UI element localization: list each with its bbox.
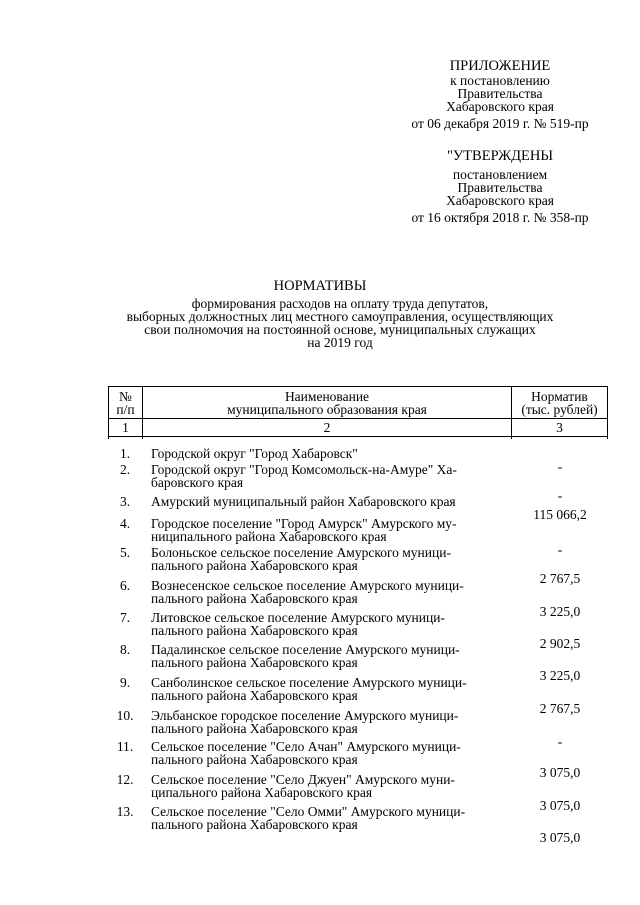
subtitle-line: свои полномочия на постоянной основе, муниципальных служащих [144, 322, 536, 337]
header-value-line: Норматив [531, 388, 588, 404]
column-number-cell: 3 [512, 419, 608, 437]
row-number: 13. [116, 804, 134, 819]
row-number: 4. [119, 516, 131, 531]
row-name-line: Городской округ "Город Комсомольск-на-Амуре" Ха- [151, 462, 457, 477]
column-number-cell: 1 [109, 419, 143, 437]
header-name-cell [143, 387, 512, 419]
row-number: 12. [116, 772, 134, 787]
row-name [151, 740, 506, 766]
document-subtitle [100, 297, 580, 349]
table-body-top [109, 437, 608, 440]
row-value: - [557, 488, 563, 503]
header-num-line: № [119, 388, 132, 404]
row-name-line: Болоньское сельское поселение Амурского муници- [151, 545, 451, 560]
row-value: 3 075,0 [539, 765, 581, 780]
row-name-line: пального района Хабаровского края [151, 688, 358, 703]
row-name [151, 495, 506, 508]
row-value: 2 902,5 [539, 636, 581, 651]
row-value: 2 767,5 [539, 571, 581, 586]
appendix-title: ПРИЛОЖЕНИЕ [449, 58, 551, 74]
row-name [151, 546, 506, 572]
row-value: 115 066,2 [533, 507, 587, 522]
row-name [151, 611, 506, 637]
appendix-line: к постановлению [450, 73, 550, 88]
table-row [108, 804, 610, 845]
row-name-line: пального района Хабаровского края [151, 591, 358, 606]
header-num-cell [109, 387, 143, 419]
column-number-cell: 2 [143, 419, 512, 437]
row-name-line: Амурский муниципальный район Хабаровского края [151, 494, 456, 509]
subtitle-line: формирования расходов на оплату труда депутатов, [191, 296, 489, 311]
row-name-line: Эльбанское городское поселение Амурского муници- [151, 708, 459, 723]
row-name-line: пального района Хабаровского края [151, 721, 358, 736]
row-number: 7. [119, 610, 131, 625]
row-name [151, 579, 506, 605]
approved-line: постановлением [452, 167, 548, 182]
row-name [151, 773, 506, 799]
row-number: 11. [116, 739, 134, 754]
approved-line: Правительства [457, 180, 543, 195]
row-value: - [557, 734, 563, 749]
header-name-line: Наименование [284, 388, 370, 404]
row-number: 6. [119, 578, 131, 593]
row-number: 3. [119, 494, 131, 509]
header-name-line: муниципального образования края [227, 401, 427, 417]
subtitle-line: на 2019 год [307, 335, 373, 350]
row-value: 3 075,0 [539, 798, 581, 813]
row-name-line: Городской округ "Город Хабаровск" [151, 446, 358, 461]
row-name [151, 447, 506, 460]
row-name-line: Городское поселение "Город Амурск" Амурского му- [151, 516, 457, 531]
appendix-block [380, 58, 620, 130]
row-value: 3 225,0 [539, 668, 581, 683]
row-name [151, 463, 506, 489]
row-name-line: Санболинское сельское поселение Амурского муници- [151, 675, 467, 690]
row-value: 3 075,0 [539, 830, 581, 845]
row-name-line: Сельское поселение "Село Омми" Амурского муници- [151, 804, 466, 819]
header-value-cell [512, 387, 608, 419]
row-value: 3 225,0 [539, 604, 581, 619]
document-title: НОРМАТИВЫ [273, 278, 367, 294]
row-name-line: Сельское поселение "Село Джуен" Амурского муни- [151, 772, 455, 787]
approved-title: "УТВЕРЖДЕНЫ [447, 148, 553, 164]
appendix-line: Хабаровского края [446, 99, 554, 114]
column-number-row [109, 419, 608, 437]
row-name-line: Литовское сельское поселение Амурского муници- [151, 610, 445, 625]
row-name-line: пального района Хабаровского края [151, 655, 358, 670]
row-name [151, 805, 506, 831]
row-value: 2 767,5 [539, 701, 581, 716]
row-name [151, 676, 506, 702]
row-name-line: ниципального района Хабаровского края [151, 529, 387, 544]
row-number: 5. [119, 545, 131, 560]
row-name-line: пального района Хабаровского края [151, 817, 358, 832]
row-name [151, 709, 506, 735]
row-number: 10. [116, 708, 134, 723]
row-value: - [557, 542, 563, 557]
approved-block [380, 148, 620, 224]
table-header [108, 386, 608, 439]
appendix-line: Правительства [457, 86, 543, 101]
approved-date-line: от 16 октября 2018 г. № 358-пр [411, 210, 589, 225]
row-value: - [557, 459, 563, 474]
row-name-line: Падалинское сельское поселение Амурского муници- [151, 642, 460, 657]
approved-line: Хабаровского края [446, 193, 554, 208]
subtitle-line: выборных должностных лиц местного самоуправления, осуществляющих [126, 309, 554, 324]
row-name [151, 517, 506, 543]
row-name-line: баровского края [151, 475, 244, 490]
row-number: 2. [119, 462, 131, 477]
row-number: 1. [119, 446, 131, 461]
header-num-line: п/п [116, 401, 135, 417]
header-value-line: (тыс. рублей) [521, 401, 598, 417]
row-name [151, 643, 506, 669]
row-name-line: Вознесенское сельское поселение Амурского муници- [151, 578, 464, 593]
table-row [108, 494, 610, 522]
row-name-line: пального района Хабаровского края [151, 558, 358, 573]
row-name-line: ципального района Хабаровского края [151, 785, 373, 800]
row-name-line: пального района Хабаровского края [151, 623, 358, 638]
row-number: 8. [119, 642, 131, 657]
row-name-line: пального района Хабаровского края [151, 752, 358, 767]
row-number: 9. [119, 675, 131, 690]
appendix-date-line: от 06 декабря 2019 г. № 519-пр [411, 116, 589, 131]
header-row [109, 387, 608, 419]
row-name-line: Сельское поселение "Село Ачан" Амурского муници- [151, 739, 461, 754]
